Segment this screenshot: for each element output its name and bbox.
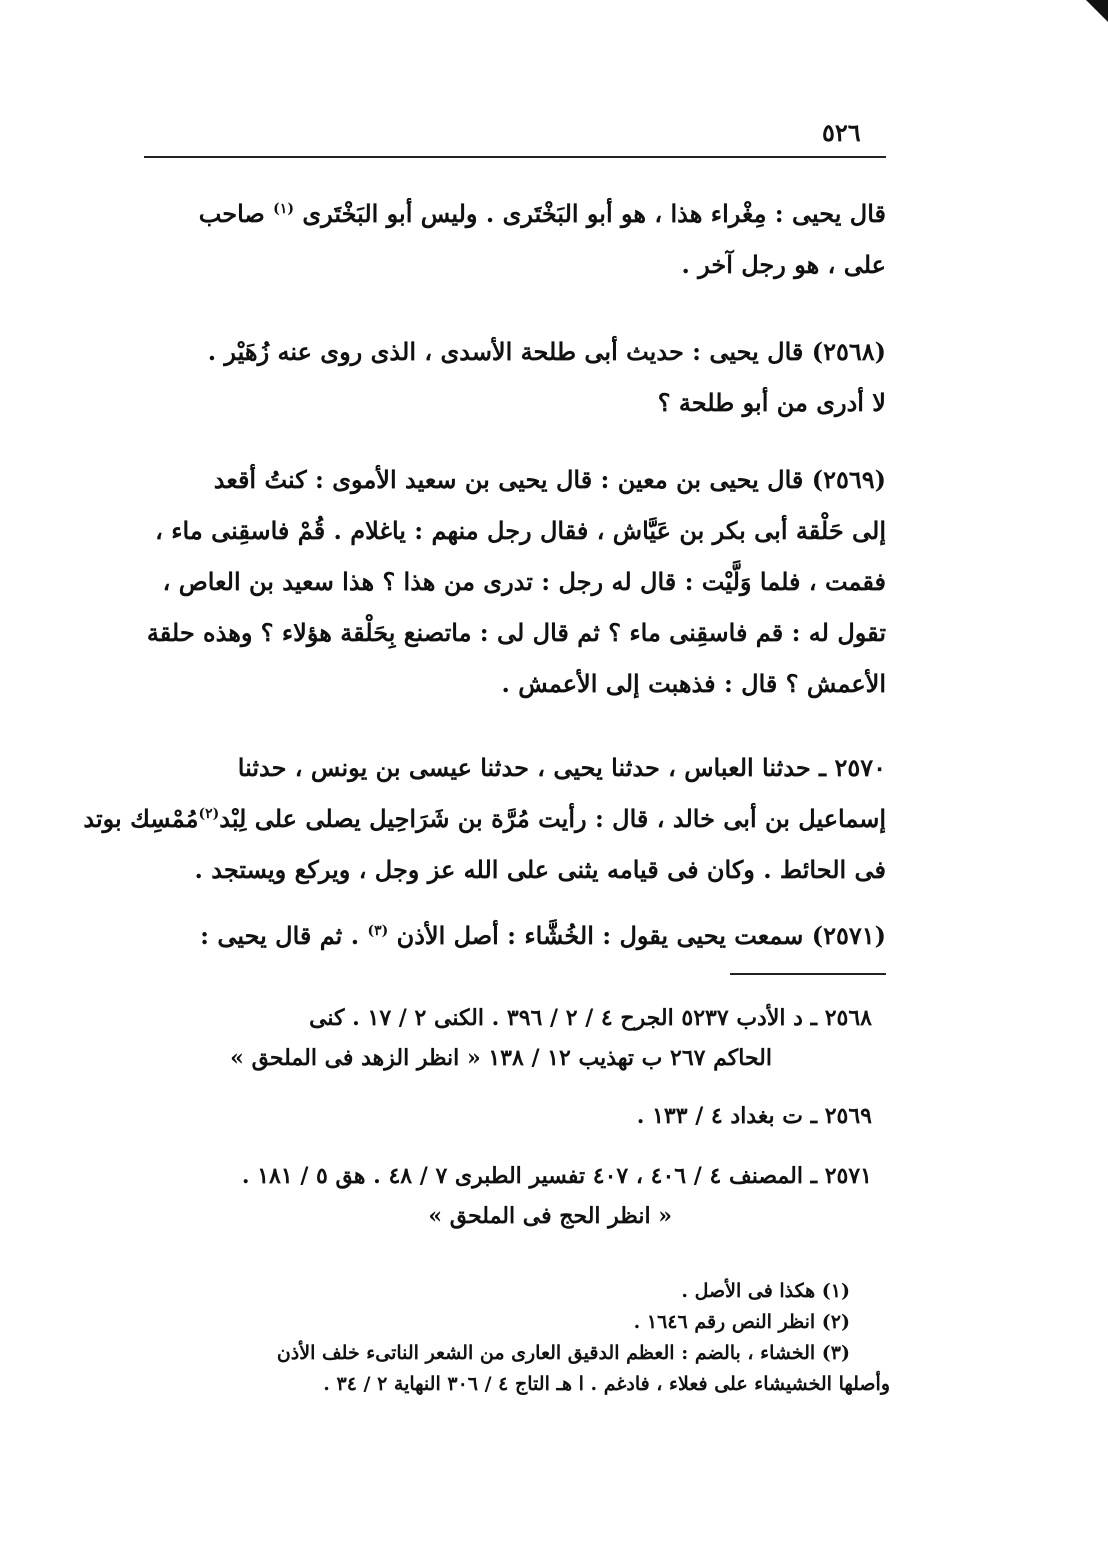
paragraph-2570-line-3: فى الحائط . وكان فى قيامه يثنى على الله عز وجل ، ويركع ويستجد . (194, 855, 886, 884)
paragraph-2569-line-2: إلى حَلْقة أبى بكر بن عَيَّاش ، فقال رجل منهم : ياغلام . قُمْ فاسقِنى ماء ، (155, 516, 886, 545)
reference-2568-line-1: ٢٥٦٨ ـ د الأدب ٥٢٣٧ الجرح ٤ / ٢ / ٣٩٦ . الكنى ٢ / ١٧ . كنى (309, 1005, 872, 1031)
reference-2568-line-2: الحاكم ٢٦٧ ب تهذيب ١٢ / ١٣٨ « انظر الزهد فى الملحق » (230, 1045, 772, 1071)
page-number: ٥٢٦ (822, 118, 861, 147)
paragraph-2569-line-4: تقول له : قم فاسقِنى ماء ؟ ثم قال لى : ماتصنع بِحَلْقة هؤلاء ؟ وهذه حلقة (146, 618, 886, 647)
paragraph-2568 (146, 326, 886, 428)
reference-2569-line-1: ٢٥٦٩ ـ ت بغداد ٤ / ١٣٣ . (636, 1103, 872, 1129)
paragraph-2570-line-1: ٢٥٧٠ ـ حدثنا العباس ، حدثنا يحيى ، حدثنا عيسى بن يونس ، حدثنا (237, 753, 886, 782)
paragraph-2568-line-1: (٢٥٦٨) قال يحيى : حديث أبى طلحة الأسدى ، الذى روى عنه زُهَيْر . (207, 337, 886, 366)
footnote-3-line-2: وأصلها الخشيشاء على فعلاء ، فادغم . ا هـ التاج ٤ / ٣٠٦ النهاية ٢ / ٣٤ . (323, 1373, 890, 1395)
paragraph-1-line-1: قال يحيى : مِغْراء هذا ، هو أبو البَخْتَرى . وليس أبو البَخْتَرى $^{(١)}$ صاحب (198, 199, 886, 228)
paragraph-2570 (83, 742, 886, 895)
paragraph-2569-line-5: الأعمش ؟ قال : فذهبت إلى الأعمش . (501, 669, 886, 698)
reference-2568 (150, 998, 872, 1078)
paragraph-2569-line-1: (٢٥٦٩) قال يحيى بن معين : قال يحيى بن سعيد الأموى : كنتُ أقعد (213, 465, 886, 494)
page-corner-mark (1086, 0, 1108, 22)
paragraph-2570-line-2: إسماعيل بن أبى خالد ، قال : رأيت مُرَّة بن شَرَاحِيل يصلى على لِبْد$^{(٢)}$مُمْسِك بوتد (83, 804, 886, 833)
paragraph-1-line-2: على ، هو رجل آخر . (681, 250, 886, 279)
reference-2571-line-1: ٢٥٧١ ـ المصنف ٤ / ٤٠٦ ، ٤٠٧ تفسير الطبرى ٧ / ٤٨ . هق ٥ / ١٨١ . (241, 1163, 872, 1189)
footnote-1: (١) هكذا فى الأصل . (681, 1280, 850, 1302)
footnote-ref-2: (٢) (198, 806, 220, 822)
reference-2571-line-2: « انظر الحج فى الملحق » (428, 1203, 672, 1229)
paragraph-2568-line-2: لا أدرى من أبو طلحة ؟ (657, 388, 886, 417)
paragraph-2569-line-3: فقمت ، فلما وَلَّيْت : قال له رجل : تدرى من هذا ؟ هذا سعيد بن العاص ، (162, 567, 886, 596)
reference-2571 (150, 1156, 872, 1236)
paragraph-1 (146, 188, 886, 290)
footnote-ref-3: (٣) (367, 923, 389, 939)
footnote-2: (٢) انظر النص رقم ١٦٤٦ . (633, 1311, 850, 1333)
references-separator-rule (730, 973, 886, 975)
footnote-ref-1: (١) (273, 201, 294, 217)
header-rule (144, 156, 886, 158)
paragraph-2569 (146, 454, 886, 709)
paragraph-2571-line-1: (٢٥٧١) سمعت يحيى يقول : الخُشَّاء : أصل الأذن $^{(٣)}$ . ثم قال يحيى : (200, 921, 886, 950)
paragraph-2571 (146, 910, 886, 961)
reference-2569 (150, 1096, 872, 1136)
footnotes (150, 1276, 890, 1400)
footnote-3-line-1: (٣) الخشاء ، بالضم : العظم الدقيق العارى من الشعر الناتىء خلف الأذن (276, 1342, 850, 1364)
